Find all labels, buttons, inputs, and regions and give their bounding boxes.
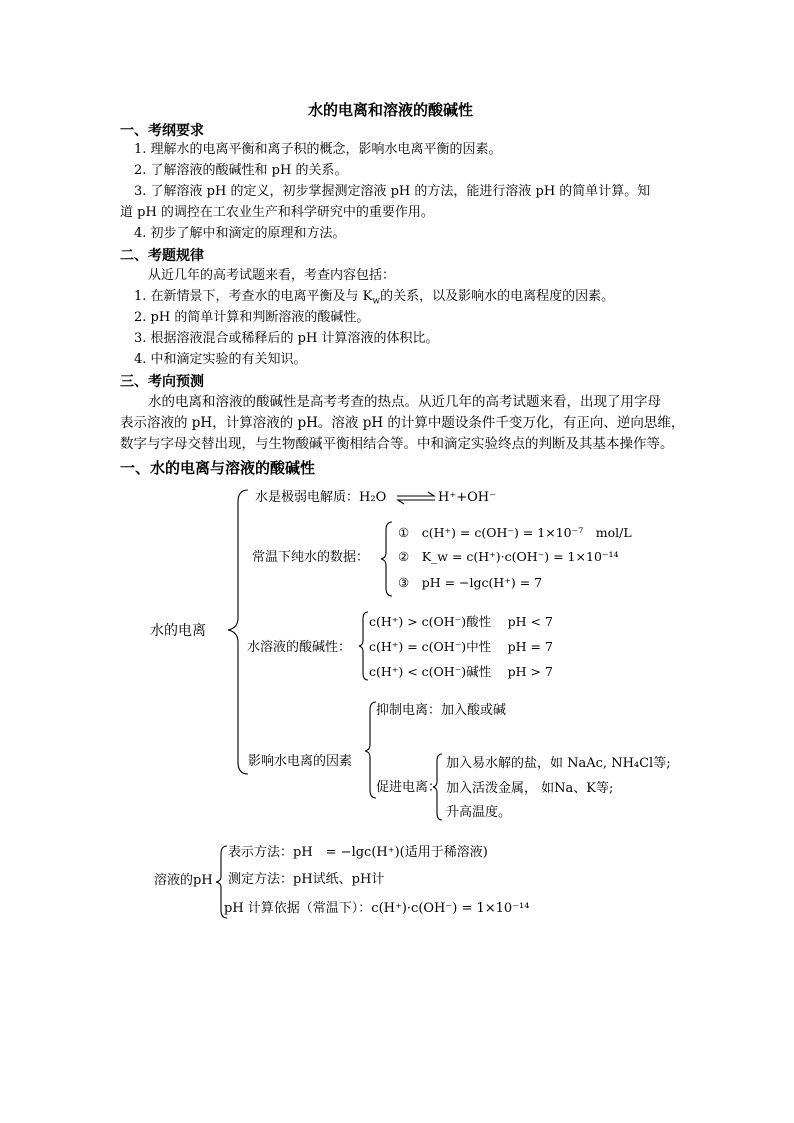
pure-water-item: ③ pH = −lgc(H⁺) = 7 [398,575,543,590]
paragraph-line: 表示溶液的 pH，计算溶液的 pH。溶液 pH 的计算中题设条件千变万化，有正向、逆向思维， [120,415,685,431]
pure-water-item: ② K_w = c(H⁺)·c(OH⁻) = 1×10⁻¹⁴ [398,549,619,564]
section-heading-2: 二、考题规律 [120,248,204,264]
weak-eq-right: H⁺+OH⁻ [438,490,496,505]
section-heading-1: 一、考纲要求 [120,123,204,139]
equilibrium-arrow-icon [396,492,436,504]
list-item: 3. 了解溶液 pH 的定义，初步掌握测定溶液 pH 的方法，能进行溶液 pH 的简单计算。知 [134,184,651,199]
section-heading-3: 三、考向预测 [120,374,204,390]
factor-label: 影响水电离的因素 [248,754,353,769]
inhibit-item: 抑制电离：加入酸或碱 [376,703,507,718]
pure-water-label: 常温下纯水的数据： [252,550,370,565]
ph-item: pH 计算依据（常温下）：c(H⁺)·c(OH⁻) = 1×10⁻¹⁴ [224,901,530,916]
promote-brace [430,752,444,822]
intro-text: 从近几年的高考试题来看，考查内容包括： [148,268,396,283]
ph-root-label: 溶液的pH [154,873,213,888]
promote-label: 促进电离： [376,780,442,795]
acidity-item: c(H⁺) > c(OH⁻)酸性 pH < 7 [369,614,553,629]
acidity-item: c(H⁺) = c(OH⁻)中性 pH = 7 [369,639,553,654]
page-title: 水的电离和溶液的酸碱性 [308,101,474,119]
ph-item: 表示方法：pH = −lgc(H⁺)(适用于稀溶液) [228,845,488,860]
pure-brace [378,520,396,598]
promote-item: 升高温度。 [446,805,512,820]
list-item: 道 pH 的调控在工农业生产和科学研究中的重要作用。 [120,205,434,220]
list-item: 1. 在新情景下，考查水的电离平衡及与 $K_w$的关系，以及影响水的电离程度的因素。 [134,289,615,307]
list-item: 2. pH 的简单计算和判断溶液的酸碱性。 [134,310,370,325]
list-item: 1. 理解水的电离平衡和离子积的概念，影响水电离平衡的因素。 [134,142,502,157]
paragraph-line: 水的电离和溶液的酸碱性是高考考查的热点。从近几年的高考试题来看，出现了用字母 [148,394,661,410]
promote-item: 加入活泼金属， 如Na、K等; [446,781,614,796]
list-item: 2. 了解溶液的酸碱性和 pH 的关系。 [134,163,348,178]
acidity-label: 水溶液的酸碱性： [247,640,352,655]
section-heading-4: 一、水的电离与溶液的酸碱性 [120,459,316,477]
weak-electrolyte-row: 水是极弱电解质：H₂O [255,490,387,505]
list-item: 4. 中和滴定实验的有关知识。 [134,352,307,367]
main-brace [222,488,252,778]
paragraph-line: 数字与字母交替出现，与生物酸碱平衡相结合等。中和滴定实验终点的判断及其基本操作等。 [120,436,674,452]
acidity-brace [356,610,370,682]
list-item: 3. 根据溶液混合或稀释后的 pH 计算溶液的体积比。 [134,331,439,346]
diagram-root-label: 水的电离 [150,623,206,639]
ph-item: 测定方法：pH试纸、pH计 [228,872,385,887]
pure-water-item: ① c(H⁺) = c(OH⁻) = 1×10⁻⁷ mol/L [398,525,632,540]
list-item: 4. 初步了解中和滴定的原理和方法。 [134,226,346,241]
acidity-item: c(H⁺) < c(OH⁻)碱性 pH > 7 [369,664,553,679]
promote-item: 加入易水解的盐，如 NaAc, NH₄Cl等; [446,756,671,771]
